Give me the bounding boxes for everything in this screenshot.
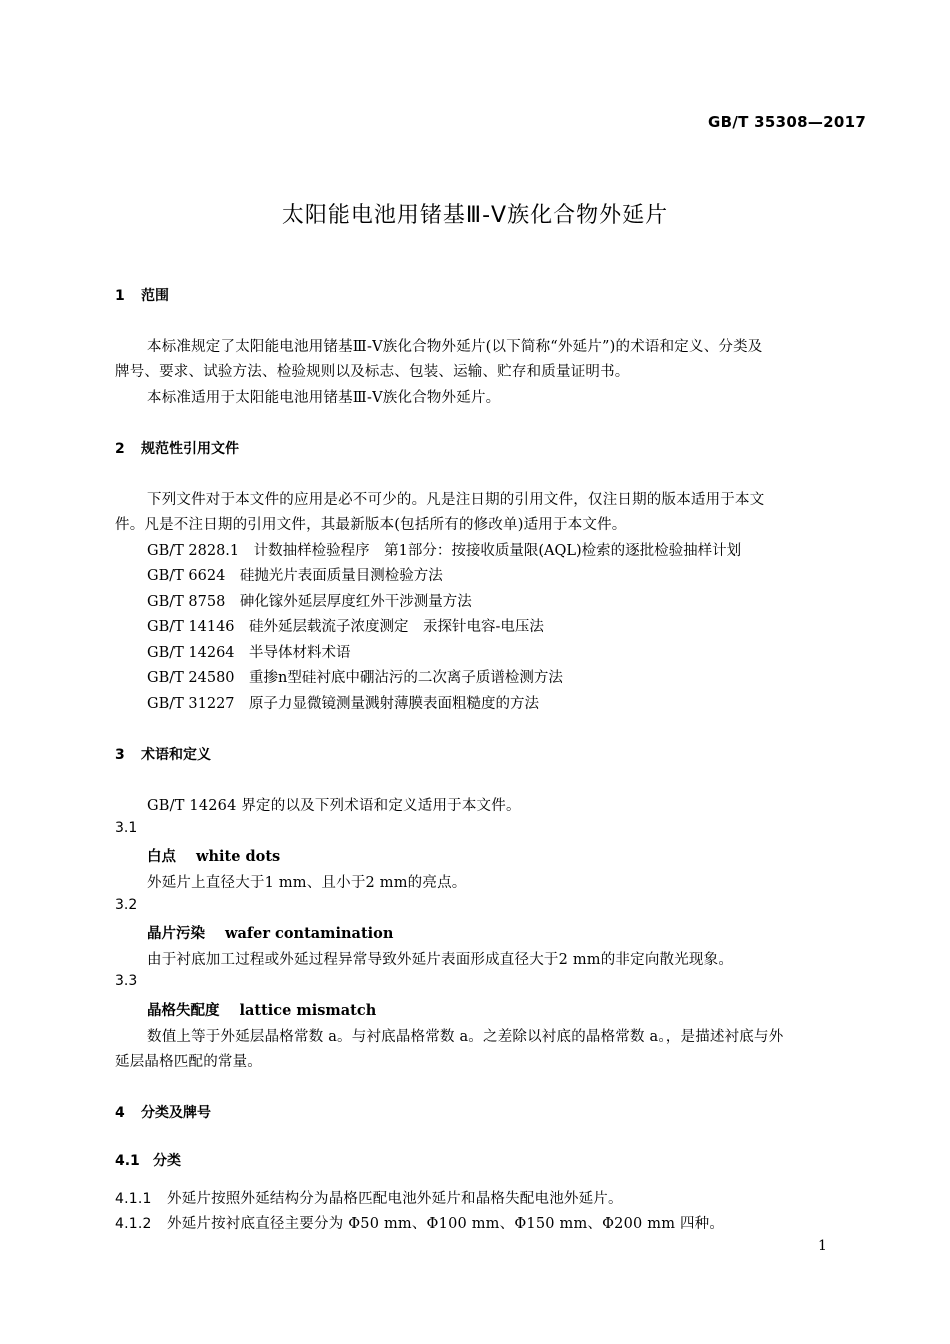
paragraph: 本标准适用于太阳能电池用锗基Ⅲ-Ⅴ族化合物外延片。 — [147, 390, 501, 406]
reference-title: 重掺n型硅衬底中硼沾污的二次离子质谱检测方法 — [249, 670, 563, 686]
subsection-4-1-heading — [115, 1150, 181, 1170]
reference-title: 硅外延层载流子浓度测定 汞探针电容-电压法 — [249, 619, 544, 635]
clause-number: 3.1 — [115, 820, 138, 836]
reference-title: 计数抽样检验程序 第1部分：按接收质量限(AQL)检索的逐批检验抽样计划 — [253, 543, 742, 559]
subsection-number: 4.1 — [115, 1153, 140, 1169]
term-heading — [147, 922, 393, 943]
standard-code: GB/T 35308—2017 — [708, 113, 867, 131]
term-heading — [147, 999, 376, 1020]
section-number: 4 — [115, 1105, 125, 1121]
reference-item — [147, 666, 563, 687]
clause-item — [115, 1187, 623, 1208]
section-number: 3 — [115, 747, 125, 763]
document-title: 太阳能电池用锗基Ⅲ-Ⅴ族化合物外延片 — [281, 203, 669, 228]
reference-item — [147, 590, 472, 611]
section-2-heading — [115, 438, 239, 458]
reference-code: GB/T 6624 — [147, 568, 226, 584]
term-definition-line: 数值上等于外延层晶格常数 a。与衬底晶格常数 a。之差除以衬底的晶格常数 a。，是描述衬底与外 — [147, 1029, 784, 1045]
reference-item — [147, 564, 443, 585]
reference-item — [147, 615, 544, 636]
reference-code: GB/T 2828.1 — [147, 543, 240, 559]
reference-item — [147, 539, 741, 560]
clause-number: 3.3 — [115, 973, 138, 989]
clause-number: 4.1.2 — [115, 1216, 152, 1232]
reference-item — [147, 641, 351, 662]
clause-number: 4.1.1 — [115, 1191, 152, 1207]
section-title: 分类及牌号 — [141, 1105, 211, 1121]
reference-title: 砷化镓外延层厚度红外干涉测量方法 — [239, 594, 472, 610]
term-zh: 晶格失配度 — [147, 1002, 220, 1019]
term-definition: 外延片上直径大于1 mm、且小于2 mm的亮点。 — [147, 875, 467, 891]
clause-number: 3.2 — [115, 897, 138, 913]
term-heading — [147, 845, 280, 866]
section-1-heading — [115, 285, 169, 305]
reference-title: 硅抛光片表面质量目测检验方法 — [239, 568, 443, 584]
paragraph: GB/T 14264 界定的以及下列术语和定义适用于本文件。 — [147, 798, 521, 814]
section-number: 2 — [115, 441, 125, 457]
term-definition: 由于衬底加工过程或外延过程异常导致外延片表面形成直径大于2 mm的非定向散光现象。 — [147, 952, 734, 968]
reference-code: GB/T 14146 — [147, 619, 235, 635]
section-3-heading — [115, 744, 211, 764]
section-4-heading — [115, 1102, 211, 1122]
page-number: 1 — [818, 1238, 827, 1254]
reference-item — [147, 692, 539, 713]
paragraph-line: 牌号、要求、试验方法、检验规则以及标志、包装、运输、贮存和质量证明书。 — [115, 364, 630, 380]
term-en: white dots — [196, 848, 281, 865]
section-title: 规范性引用文件 — [141, 441, 239, 457]
reference-title: 原子力显微镜测量溅射薄膜表面粗糙度的方法 — [249, 696, 540, 712]
reference-title: 半导体材料术语 — [249, 645, 351, 661]
reference-code: GB/T 31227 — [147, 696, 235, 712]
paragraph-line: 件。凡是不注日期的引用文件，其最新版本(包括所有的修改单)适用于本文件。 — [115, 517, 627, 533]
term-en: lattice mismatch — [239, 1002, 377, 1019]
reference-code: GB/T 14264 — [147, 645, 235, 661]
reference-code: GB/T 24580 — [147, 670, 235, 686]
term-definition-line: 延层晶格匹配的常量。 — [115, 1054, 262, 1070]
section-number: 1 — [115, 288, 125, 304]
reference-code: GB/T 8758 — [147, 594, 226, 610]
term-zh: 晶片污染 — [147, 925, 205, 942]
paragraph-line: 下列文件对于本文件的应用是必不可少的。凡是注日期的引用文件，仅注日期的版本适用于本文 — [147, 492, 765, 508]
section-title: 术语和定义 — [141, 747, 211, 763]
paragraph-line: 本标准规定了太阳能电池用锗基Ⅲ-Ⅴ族化合物外延片(以下简称“外延片”)的术语和定义、分类及 — [147, 339, 763, 355]
clause-text: 外延片按照外延结构分为晶格匹配电池外延片和晶格失配电池外延片。 — [167, 1191, 623, 1207]
subsection-title: 分类 — [153, 1153, 181, 1169]
term-en: wafer contamination — [225, 925, 394, 942]
clause-text: 外延片按衬底直径主要分为 Φ50 mm、Φ100 mm、Φ150 mm、Φ200 mm 四种。 — [167, 1216, 725, 1232]
clause-item — [115, 1212, 724, 1233]
term-zh: 白点 — [147, 848, 176, 865]
section-title: 范围 — [141, 288, 169, 304]
